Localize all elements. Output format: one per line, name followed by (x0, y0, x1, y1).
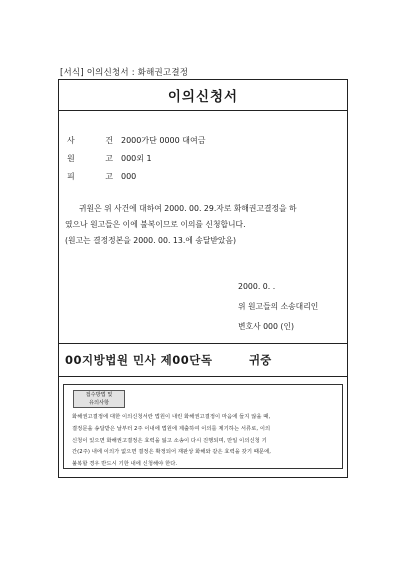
sign-line-2: 변호사 000 (인) (238, 322, 295, 331)
notice-line-1: 화해권고결정에 대한 이의신청서란 법원이 내린 화해권고결정이 마음에 들지 않을 때, (72, 414, 271, 420)
notice-label-line-2: 유의사항 (88, 399, 110, 406)
plaintiff-value: 000외 1 (121, 154, 152, 163)
defendant-label (67, 171, 121, 182)
plaintiff-label-char-2: 고 (105, 154, 113, 163)
notice-label (73, 390, 125, 408)
body-line-1: 귀원은 위 사건에 대하여 2000. 00. 29.자로 화해권고결정을 하 (79, 204, 297, 213)
objection-form (58, 79, 348, 478)
defendant-row (67, 171, 136, 182)
plaintiff-row (67, 153, 152, 164)
notice-text (72, 412, 340, 471)
sign-line-1: 위 원고들의 소송대리인 (238, 302, 319, 311)
case-row (67, 135, 205, 146)
defendant-label-char-2: 고 (105, 172, 113, 181)
court-name: 00지방법원 민사 제00단독 (65, 353, 213, 367)
notice-line-5: 불복할 경우 반드시 기한 내에 신청해야 한다. (72, 461, 178, 468)
plaintiff-label-char-1: 원 (67, 154, 75, 163)
case-value: 2000가단 0000 대여금 (121, 136, 206, 145)
body-text (65, 201, 343, 249)
defendant-label-char-1: 피 (67, 172, 75, 181)
notice-line-3: 신청이 있으면 화해권고결정은 효력을 잃고 소송이 다시 진행되며, 만일 이의신청 기 (72, 437, 267, 444)
sign-date: 2000. 0. . (238, 282, 276, 291)
notice-label-line-1: 접수방법 및 (85, 392, 113, 398)
notice-box (63, 384, 343, 469)
body-line-3: (원고는 결정정본을 2000. 00. 13.에 송달받았음) (65, 236, 237, 245)
plaintiff-label (67, 153, 121, 164)
document-caption: [서식] 이의신청서 : 화해권고결정 (60, 68, 189, 78)
case-label (67, 135, 121, 146)
case-label-char-1: 사 (67, 136, 75, 145)
court-suffix: 귀중 (249, 353, 272, 367)
defendant-value: 000 (121, 172, 137, 181)
signature-block (238, 277, 318, 337)
notice-line-4: 간(2주) 내에 이의가 없으면 결정은 확정되어 재판상 화해와 같은 효력을 갖기 때문에, (72, 449, 271, 456)
title-row (59, 80, 347, 111)
form-title: 이의신청서 (167, 89, 239, 105)
notice-line-2: 결정문을 송달받은 날부터 2주 이내에 법원에 제출하여 이의를 제기하는 서류로, 이의 (72, 425, 271, 432)
court-row (59, 343, 347, 377)
case-label-char-2: 건 (105, 136, 113, 145)
body-line-2: 였으나 원고들은 이에 불복이므로 이의를 신청합니다. (65, 220, 246, 229)
